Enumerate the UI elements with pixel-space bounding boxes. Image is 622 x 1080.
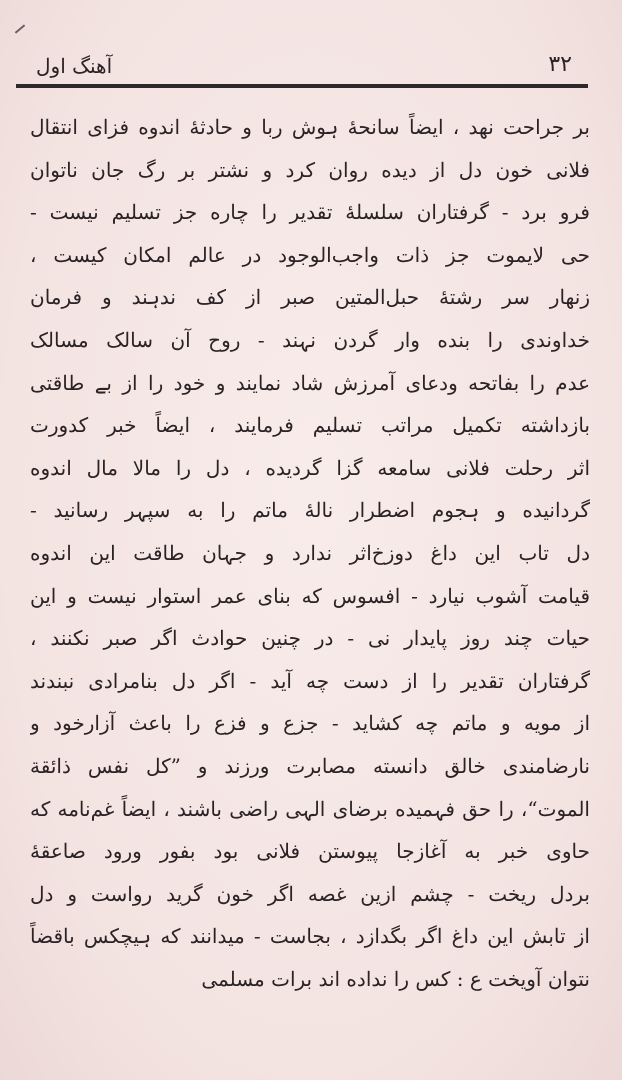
pencil-mark — [15, 24, 25, 33]
text-line: بازداشته تکمیل مراتب تسلیم فرمایند ، ایضاً خبر کدورت — [30, 413, 590, 438]
text-line: دل تاب این داغ دوزخ‌اثر ندارد و جہان طاقت این اندوه — [30, 540, 590, 565]
page-header — [20, 48, 586, 88]
text-line: از مویه و ماتم چه کشاید - جزع و فزع را باعث آزارخود و — [30, 711, 590, 736]
text-line: نارضامندی خالق دانسته مصابرت ورزند و ”کل نفس ذائقة — [30, 753, 590, 778]
text-line: فلانی خون دل از دیده روان کرد و نشتر بر رگ جان ناتوان — [30, 157, 590, 182]
text-line: حی لایموت جز ذات واجب‌الوجود در عالم امکان کیست ، — [30, 242, 590, 267]
running-title: آهنگ اول — [36, 54, 113, 78]
text-line: الموت“، را حق فہمیده برضای الہی راضی باشند ، ایضاً غم‌نامه که — [30, 796, 590, 821]
text-line: اثر رحلت فلانی سامعه گزا گردیده ، دل را مالا مال اندوه — [30, 455, 590, 480]
text-line: بر جراحت نهد ، ایضاً سانحهٔ ہوش ربا و حادثهٔ اندوه فزای انتقال — [30, 115, 590, 139]
text-line: حاوی خبر به آغازجا پیوستن فلانی بود بفور ورود صاعقهٔ — [30, 839, 590, 864]
text-line: بردل ریخت - چشم ازین غصه اگر خون گرید رواست و دل — [30, 881, 590, 906]
text-line: خداوندی را بنده وار گردن نہند - روح آن سالک مسالک — [30, 327, 590, 352]
text-line: حیات چند روز پایدار نی - در چنین حوادث اگر صبر نکنند ، — [30, 626, 590, 651]
text-line: عدم را بفاتحه ودعای آمرزش شاد نمایند و خود را از بے طاقتی — [30, 370, 590, 395]
text-line: زنهار سر رشتهٔ حبل‌المتین صبر از کف ندہند و فرمان — [30, 285, 590, 310]
text-line: فرو برد - گرفتاران سلسلهٔ تقدیر را چاره جز تسلیم نیست - — [30, 200, 590, 225]
verse-line: نتوان آویخت ع : کس را نداده اند برات مسلمی — [201, 966, 590, 991]
text-line: گردانیده و ہجوم اضطرار نالهٔ ماتم را به سپہر رسانید - — [30, 498, 590, 523]
body-text — [30, 106, 590, 1000]
header-rule — [16, 84, 588, 88]
text-line: قیامت آشوب نیارد - افسوس که بنای عمر استوار نیست و این — [30, 583, 590, 608]
text-line: از تابش این داغ اگر بگدازد ، بجاست - میدانند که ہیچکس باقضاً — [30, 924, 590, 949]
text-line: گرفتاران تقدیر را از دست چه آید - اگر دل بنامرادی نبندند — [30, 668, 590, 693]
page-number: ۳۲ — [548, 52, 572, 77]
